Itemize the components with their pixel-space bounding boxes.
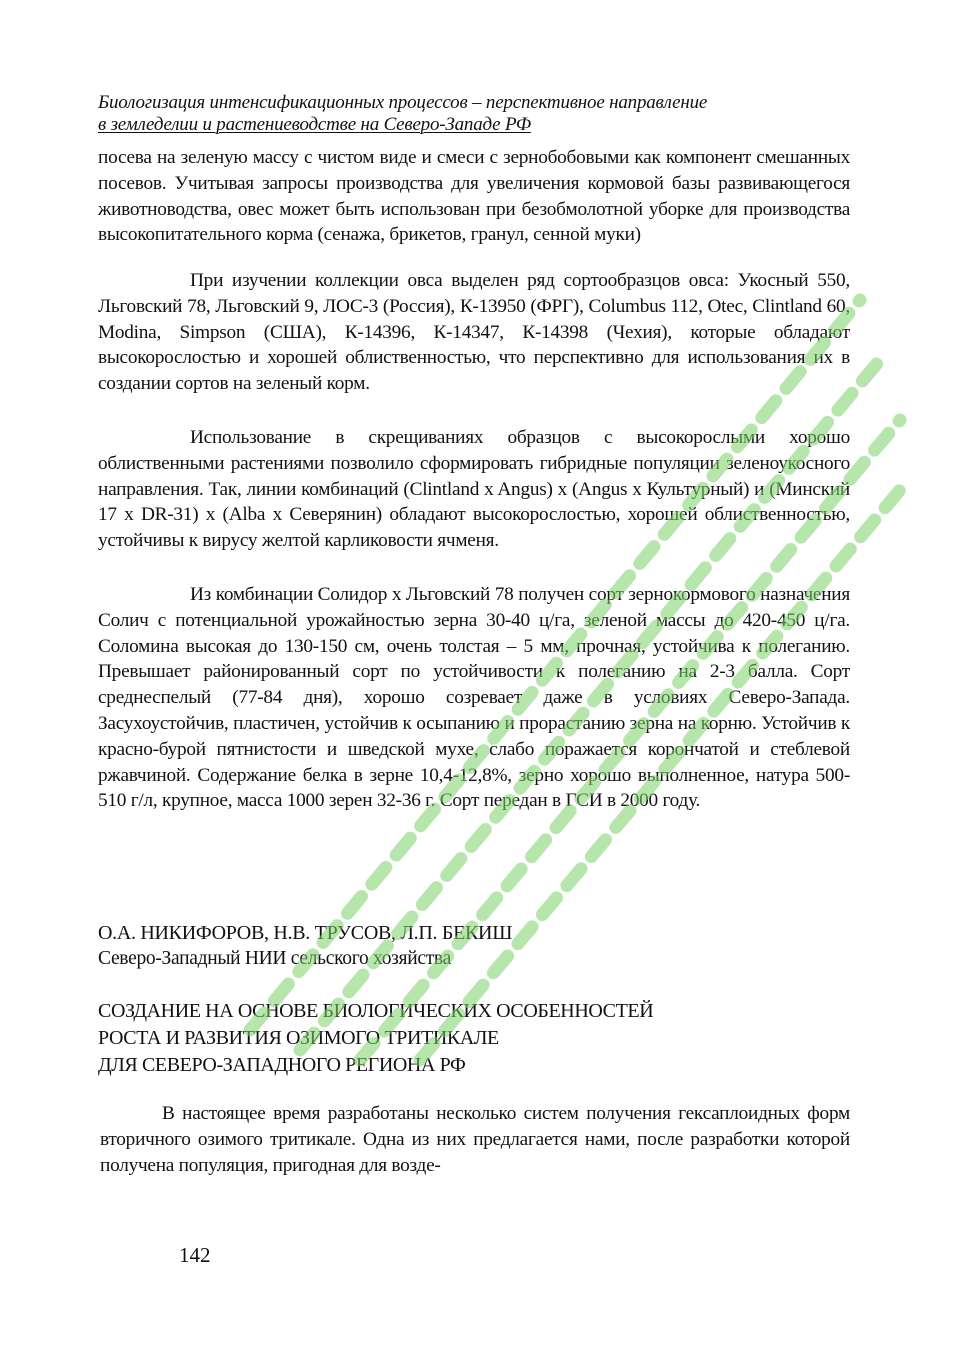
paragraph-solich-variety (98, 582, 850, 814)
paragraph-text: Использование в скрещиваниях образцов с высокорослыми хорошо облиственными растениями позволило сформировать гибридные популяции зеленоукосного направления. Так, линии комбинаций (Clintland x Angus) x (Angus x Культурный) и (Минский 17 x DR-31) x (Alba x Северянин) обладают высокорослостью, хорошей облиственностью, устойчивы к вирусу желтой карликовости ячменя. (98, 427, 850, 552)
running-header (98, 92, 858, 136)
running-header-line-1: Биологизация интенсификационных процессов – перспективное направление (98, 92, 708, 113)
paragraph-oat-collection (98, 268, 850, 397)
article-title-line-2: РОСТА И РАЗВИТИЯ ОЗИМОГО ТРИТИКАЛЕ (98, 1027, 499, 1049)
article-authors: О.А. НИКИФОРОВ, Н.В. ТРУСОВ, Л.П. БЕКИШ (98, 922, 513, 944)
article-affiliation: Северо-Западный НИИ сельского хозяйства (98, 948, 451, 969)
paragraph-text: В настоящее время разработаны несколько систем получения гексаплоидных форм вторичного озимого тритикале. Одна из них предлагается нами, после разработки которой получена популяция, пригодная для возде- (100, 1103, 850, 1176)
article-title-line-1: СОЗДАНИЕ НА ОСНОВЕ БИОЛОГИЧЕСКИХ ОСОБЕННОСТЕЙ (98, 1000, 654, 1022)
paragraph-triticale-intro (100, 1101, 850, 1178)
paragraph-text: Из комбинации Солидор x Льговский 78 получен сорт зернокормового назначения Солич с потенциальной урожайностью зерна 30-40 ц/га, зеленой массы до 420-450 ц/га. Соломина высокая до 130-150 см, очень толстая – 5 мм, прочная, устойчива к полеганию. Превышает районированный сорт по устойчивости к полеганию на 2-3 балла. Сорт среднеспелый (77-84 дня), хорошо созревает даже в условиях Северо-Запада. Засухоустойчив, пластичен, устойчив к осыпанию и прорастанию зерна на корню. Устойчив к красно-бурой пятнистости и шведской мухе, слабо поражается корончатой и стеблевой ржавчиной. Содержание белка в зерне 10,4-12,8%, зерно хорошо выполненное, натура 500-510 г/л, крупное, масса 1000 зерен 32-36 г. Сорт передан в ГСИ в 2000 году. (98, 584, 850, 812)
article-title (98, 998, 858, 1079)
article-title-line-3: ДЛЯ СЕВЕРО-ЗАПАДНОГО РЕГИОНА РФ (98, 1054, 466, 1076)
paragraph-text: При изучении коллекции овса выделен ряд сортообразцов овса: Укосный 550, Льговский 78, Льговский 9, ЛОС-3 (Россия), К-13950 (ФРГ), Columbus 112, Otec, Clintland 60, Modina, Simpson (США), К-14396, К-14347, К-14398 (Чехия), которые обладают высокорослостью и хорошей облиственностью, что перспективно для использования их в создании сортов на зеленый корм. (98, 270, 850, 395)
paragraph-continuation (98, 145, 850, 248)
paragraph-text: посева на зеленую массу с чистом виде и смеси с зернобобовыми как компонент смешанных посевов. Учитывая запросы производства для увеличения кормовой базы развивающегося животноводства, овес может быть использован при безобмолотной уборке для производства высокопитательного корма (сенажа, брикетов, гранул, сенной муки) (98, 147, 850, 246)
paragraph-hybridization (98, 425, 850, 554)
running-header-line-2: в земледелии и растениеводстве на Северо-Западе РФ (98, 114, 531, 135)
page-number: 142 (179, 1243, 211, 1267)
